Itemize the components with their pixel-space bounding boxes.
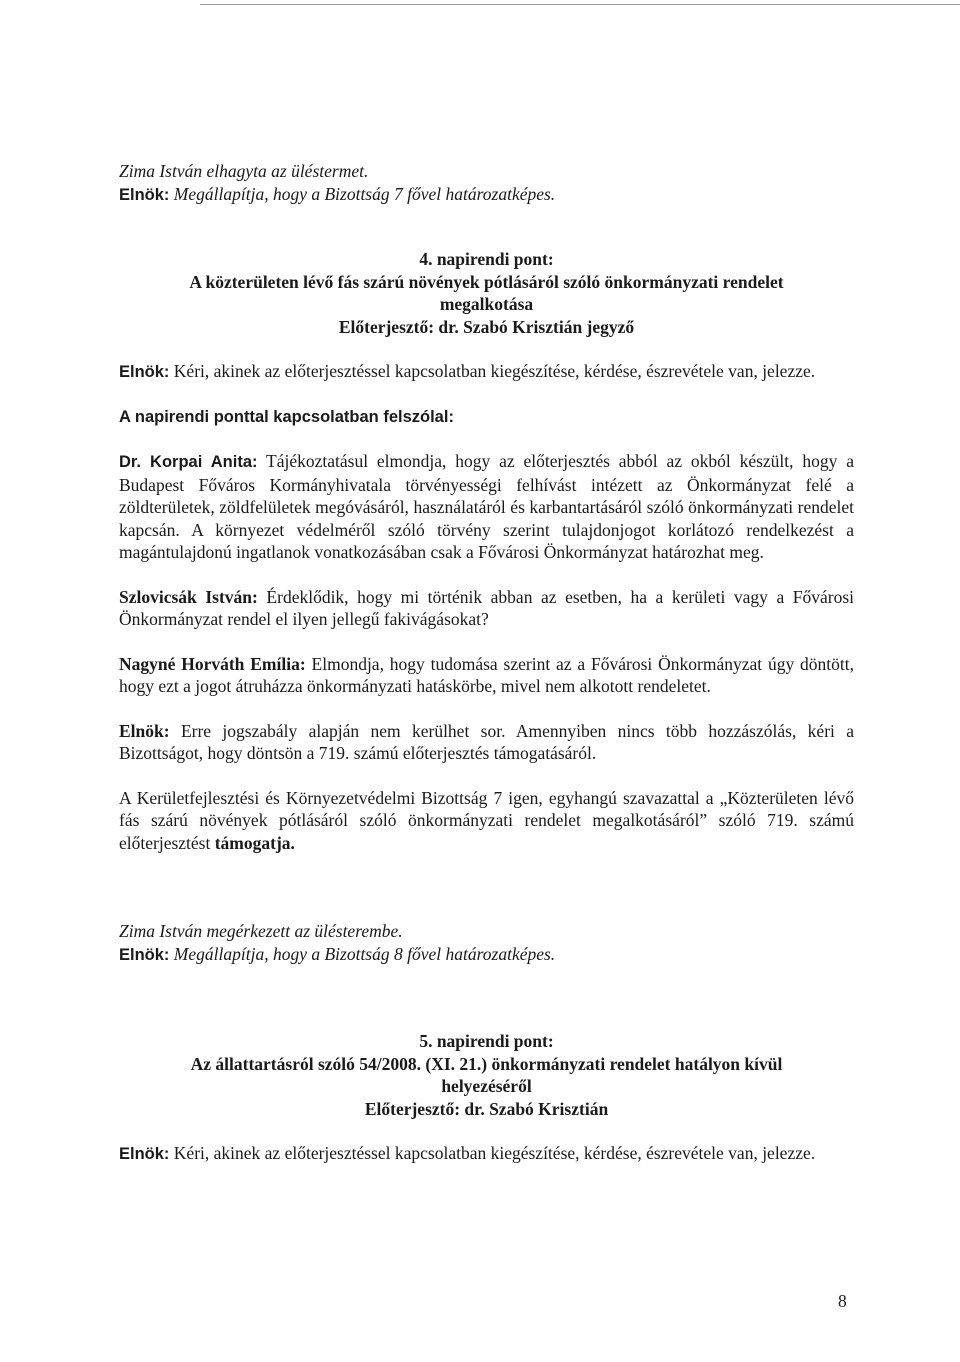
arrival-note: Zima István megérkezett az ülésterembe. <box>119 921 403 941</box>
page-number: 8 <box>838 1291 847 1311</box>
korpai-statement: Dr. Korpai Anita: Tájékoztatásul elmondja, hogy az előterjesztés abból az okból készült, hogy a Budapest Főváros Kormányhivatala törvényességi felhívást intézett az Önkormányzat felé a zöldterületek, zöldfelületek megóvásáról, használatáról és karbantartásáról szóló önkormányzati rendelet kapcsán. A környezet védelméről szóló törvény szerint tulajdonjogot korlátozó rendelkezést a magántulajdonú ingatlanok vonatkozásában csak a Fővárosi Önkormányzat határozhat meg. <box>119 451 854 562</box>
agenda-4-title: A közterületen lévő fás szárú növények pótlásáról szóló önkormányzati rendelet megalkotása <box>189 271 784 314</box>
chair-request-2: Elnök: Kéri, akinek az előterjesztéssel kapcsolatban kiegészítése, kérdése, észrevétele van, jelezze. <box>119 1143 816 1163</box>
speakers-heading: A napirendi ponttal kapcsolatban felszólal: <box>119 407 454 426</box>
committee-decision: A Kerületfejlesztési és Környezetvédelmi Bizottság 7 igen, egyhangú szavazattal a „Közterületen lévő fás szárú növények pótlásáról szóló önkormányzati rendelet megalkotásáról” szóló 719. számú előterjesztést támogatja. <box>119 787 854 853</box>
agenda-4-presenter: Előterjesztő: dr. Szabó Krisztián jegyző <box>338 316 635 337</box>
chair-request: Elnök: Kéri, akinek az előterjesztéssel kapcsolatban kiegészítése, kérdése, észrevétele van, jelezze. <box>119 361 816 381</box>
quorum-statement-2: Elnök: Megállapítja, hogy a Bizottság 8 fővel határozatképes. <box>119 943 556 964</box>
absence-note: Zima István elhagyta az üléstermet. <box>119 161 369 181</box>
agenda-4-number: 4. napirendi pont: <box>419 249 554 269</box>
chair-vote-call: Elnök: Erre jogszabály alapján nem kerülhet sor. Amennyiben nincs több hozzászólás, kéri a Bizottságot, hogy döntsön a 719. számú előterjesztés támogatásáról. <box>119 720 855 763</box>
quorum-statement: Elnök: Megállapítja, hogy a Bizottság 7 fővel határozatképes. <box>119 183 556 204</box>
top-rule <box>200 4 960 5</box>
nagyne-statement: Nagyné Horváth Emília: Elmondja, hogy tudomása szerint az a Fővárosi Önkormányzat úgy döntött, hogy ezt a jogot átruházza önkormányzati hatáskörbe, mivel nem alkotott rendeletet. <box>119 653 855 696</box>
document-page <box>119 160 854 1166</box>
szlovicsak-statement: Szlovicsák István: Érdeklődik, hogy mi történik abban az esetben, ha a kerületi vagy a Fővárosi Önkormányzat rendel el ilyen jellegű fakivágásokat? <box>119 586 855 629</box>
agenda-5-presenter: Előterjesztő: dr. Szabó Krisztián <box>364 1098 609 1119</box>
agenda-5-number: 5. napirendi pont: <box>419 1031 554 1051</box>
agenda-5-title: Az állattartásról szóló 54/2008. (XI. 21.) önkormányzati rendelet hatályon kívül helyezéséről <box>190 1053 783 1096</box>
